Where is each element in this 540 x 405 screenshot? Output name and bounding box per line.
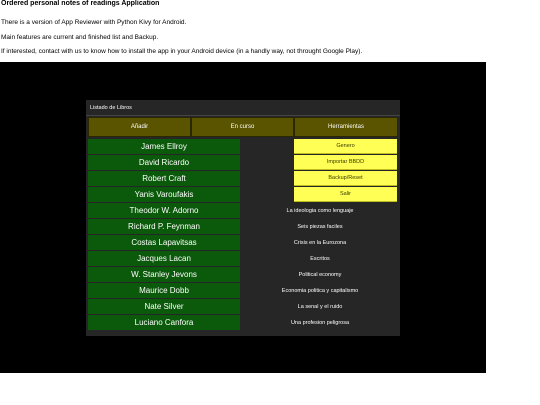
author-item[interactable]: Robert Craft xyxy=(88,171,240,186)
author-item[interactable]: Nate Silver xyxy=(88,299,240,314)
book-title-item[interactable]: Political economy xyxy=(298,271,342,278)
intro-line-1: There is a version of App Reviewer with Python Kivy for Android. xyxy=(1,19,187,26)
book-title-item[interactable]: Seis piezas faciles xyxy=(297,223,343,230)
window-title: Listado de Libros xyxy=(90,105,132,111)
author-item[interactable]: Costas Lapavitsas xyxy=(88,235,240,250)
tab-herramientas[interactable]: Herramientas xyxy=(294,117,398,137)
author-item[interactable]: David Ricardo xyxy=(88,155,240,170)
tab-anadir[interactable]: Añadir xyxy=(88,117,191,137)
author-item[interactable]: Maurice Dobb xyxy=(88,283,240,298)
app-screenshot-area xyxy=(0,62,486,373)
book-title-item[interactable]: Escritos xyxy=(310,255,330,262)
book-title-item[interactable]: La ideologia como lenguaje xyxy=(286,207,354,214)
author-item[interactable]: Yanis Varoufakis xyxy=(88,187,240,202)
author-item[interactable]: Luciano Canfora xyxy=(88,315,240,330)
menu-item-salir[interactable]: Salir xyxy=(294,187,397,202)
intro-line-3: If interested, contact with us to know how to install the app in your Android device (in a handly way, not throught Google Play). xyxy=(1,48,363,55)
author-item[interactable]: W. Stanley Jevons xyxy=(88,267,240,282)
author-item[interactable]: Jacques Lacan xyxy=(88,251,240,266)
author-item[interactable]: Theodor W. Adorno xyxy=(88,203,240,218)
book-title-item[interactable]: Economia politica y capitalismo xyxy=(281,287,359,294)
author-item[interactable]: James Ellroy xyxy=(88,139,240,154)
page-title: Ordered personal notes of readings Application xyxy=(1,0,160,7)
intro-line-2: Main features are current and finished list and Backup. xyxy=(1,34,159,41)
book-title-item[interactable]: Crisis en la Eurozona xyxy=(293,239,347,246)
book-title-item[interactable]: La senal y el ruido xyxy=(297,303,343,310)
title-divider xyxy=(86,115,400,116)
menu-item-backup-reset[interactable]: Backup/Reset xyxy=(294,171,397,186)
book-title-item[interactable]: Una profesion peligrosa xyxy=(290,319,350,326)
tab-en-curso[interactable]: En curso xyxy=(191,117,294,137)
menu-item-importar-bbdd[interactable]: Importar BBDD xyxy=(294,155,397,170)
app-window xyxy=(86,100,400,336)
menu-item-genero[interactable]: Genero xyxy=(294,139,397,154)
author-item[interactable]: Richard P. Feynman xyxy=(88,219,240,234)
